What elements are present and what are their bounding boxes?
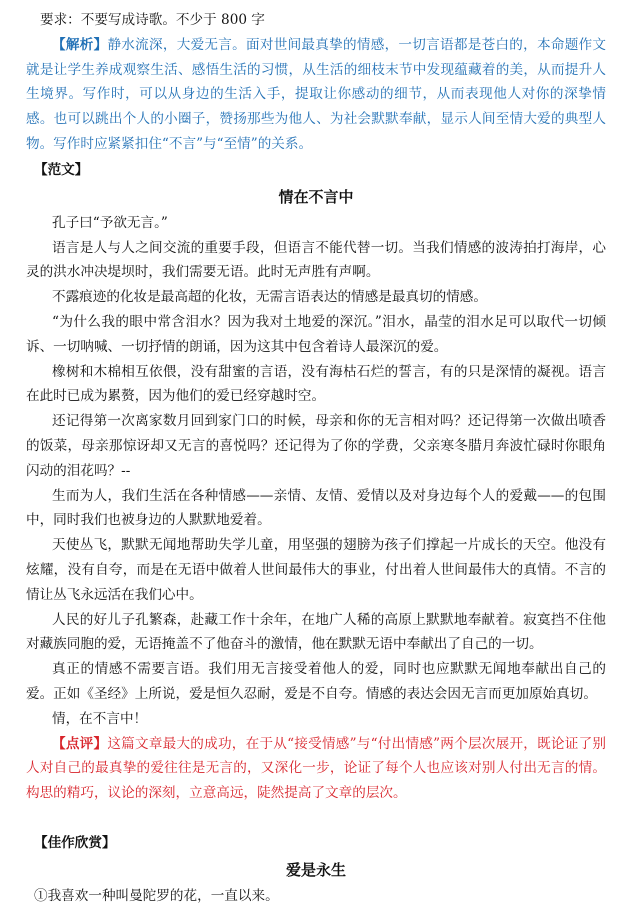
essay-paragraph: 天使丛飞，默默无闻地帮助失学儿童，用坚强的翅膀为孩子们撑起一片成长的天空。他没有炫耀，没有自夸，而是在无语中做着人世间最伟大的事业，付出着人世间最伟大的真情。不言的情让丛飞永远活在我们心中。 (26, 537, 606, 603)
essay-paragraph: 语言是人与人之间交流的重要手段，但语言不能代替一切。当我们情感的波涛拍打海岸，心灵的洪水冲决堤坝时，我们需要无语。此时无声胜有声啊。 (26, 239, 606, 281)
essay-title: 情在不言中 (278, 187, 354, 206)
analysis-paragraph (26, 33, 606, 157)
essay-paragraph: “为什么我的眼中常含泪水？因为我对土地爱的深沉。”泪水，晶莹的泪水足可以取代一切倾诉、一切呐喊、一切抒情的朗诵，因为这其中包含着诗人最深沉的爱。 (26, 313, 606, 355)
comment-tag: 【点评】 (52, 735, 108, 752)
analysis-tag: 【解析】 (52, 36, 108, 53)
essay-paragraph: 不露痕迹的化妆是最高超的化妆，无需言语表达的情感是最真切的情感。 (52, 289, 487, 306)
essay-paragraph: 人民的好儿子孔繁森，赴藏工作十余年，在地广人稀的高原上默默地奉献着。寂寞挡不住他对藏族同胞的爱，无语掩盖不了他奋斗的激情，他在默默无语中奉献出了自己的一切。 (26, 611, 606, 653)
essay-paragraph: 真正的情感不需要言语。我们用无言接受着他人的爱，同时也应默默无闻地奉献出自己的爱。正如《圣经》上所说，爱是恒久忍耐，爱是不自夸。情感的表达会因无言而更加原始真切。 (26, 661, 606, 702)
essay-paragraph: 橡树和木棉相互依偎，没有甜蜜的言语，没有海枯石烂的誓言，有的只是深情的凝视。语言在此时已成为累赘，因为他们的爱已经穿越时空。 (26, 363, 606, 405)
model-essay-label: 【范文】 (34, 161, 89, 178)
essay-quote: 孔子曰“予欲无言。” (52, 214, 168, 231)
comment-paragraph (26, 732, 606, 806)
appreciation-first-line: ①我喜欢一种叫曼陀罗的花，一直以来。 (34, 887, 279, 904)
essay-paragraph: 还记得第一次离家数月回到家门口的时候，母亲和你的无言相对吗？还记得第一次做出喷香的饭菜，母亲那惊讶却又无言的喜悦吗？还记得为了你的学费，父亲寒冬腊月奔波忙碌时你眼角闪动的泪花吗？-- (26, 413, 606, 479)
comment-text: 这篇文章最大的成功，在于从“接受情感”与“付出情感”两个层次展开，既论证了别人对自己的最真挚的爱往往是无言的，又深化一步，论证了每个人也应该对别人付出无言的情。构思的精巧，议论的深刻，立意高远，陡然提高了文章的层次。 (26, 735, 607, 802)
appreciation-label: 【佳作欣赏】 (34, 834, 116, 851)
essay-paragraph: 生而为人，我们生活在各种情感——亲情、友情、爱情以及对身边每个人的爱戴——的包围中，同时我们也被身边的人默默地爱着。 (26, 487, 606, 529)
essay-paragraph: 情，在不言中！ (52, 710, 148, 727)
appreciation-title: 爱是永生 (285, 860, 346, 879)
analysis-text: 静水流深，大爱无言。面对世间最真挚的情感，一切言语都是苍白的，本命题作文就是让学生养成观察生活、感悟生活的习惯，从生活的细枝末节中发现蕴藏着的美，从而提升人生境界。写作时，可以从身边的生活入手，提取让你感动的细节，从而表现他人对你的深挚情感。也可以跳出个人的小圈子，赞扬那些为他人、为社会默默奉献，显示人间至情大爱的典型人物。写作时应紧紧扣住“不言”与“至情”的关系。 (26, 36, 607, 152)
section-spacer (26, 806, 606, 830)
requirement-line: 要求：不要写成诗歌。不少于 800 字 (40, 12, 265, 28)
